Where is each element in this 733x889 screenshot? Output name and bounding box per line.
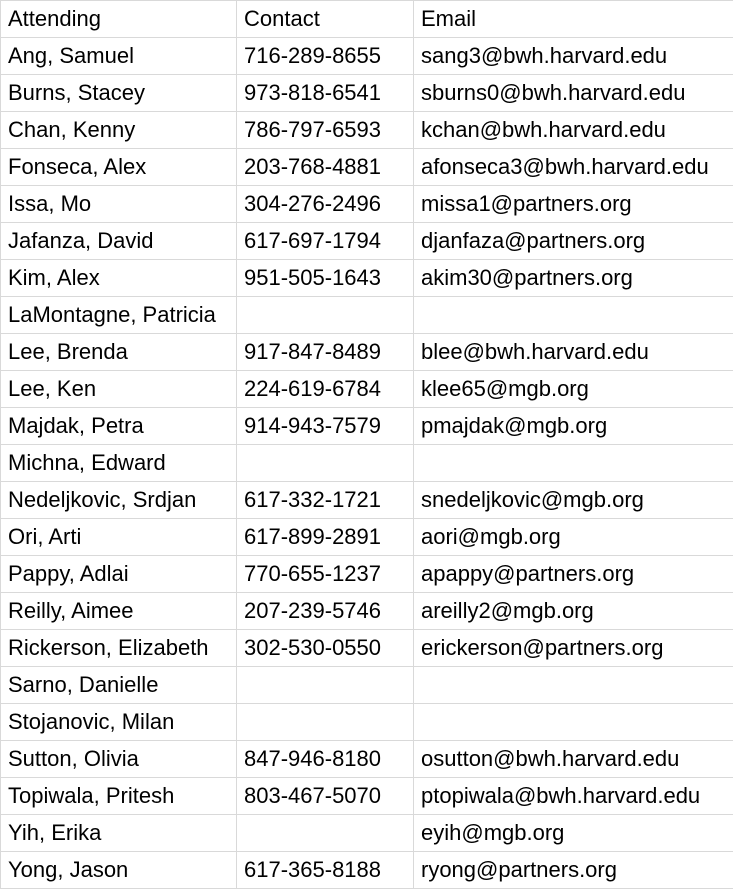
table-row: [1, 149, 733, 186]
contact-phone-cell[interactable]: 617-697-1794: [237, 223, 414, 260]
attending-name-cell[interactable]: Nedeljkovic, Srdjan: [1, 482, 237, 519]
contact-phone-cell[interactable]: 847-946-8180: [237, 741, 414, 778]
contact-phone-cell[interactable]: [237, 667, 414, 704]
attending-name-cell[interactable]: Michna, Edward: [1, 445, 237, 482]
attending-name-cell[interactable]: Rickerson, Elizabeth: [1, 630, 237, 667]
attending-name-cell[interactable]: Sarno, Danielle: [1, 667, 237, 704]
contact-phone-cell[interactable]: 302-530-0550: [237, 630, 414, 667]
contact-phone-cell[interactable]: 917-847-8489: [237, 334, 414, 371]
email-cell[interactable]: erickerson@partners.org: [414, 630, 733, 667]
contact-phone-cell[interactable]: [237, 297, 414, 334]
table-row: [1, 482, 733, 519]
contact-phone-cell[interactable]: 617-899-2891: [237, 519, 414, 556]
table-row: [1, 556, 733, 593]
header-attending[interactable]: Attending: [1, 1, 237, 38]
attending-name-cell[interactable]: LaMontagne, Patricia: [1, 297, 237, 334]
header-contact[interactable]: Contact: [237, 1, 414, 38]
contact-phone-cell[interactable]: 914-943-7579: [237, 408, 414, 445]
table-row: [1, 815, 733, 852]
table-row: [1, 260, 733, 297]
email-cell[interactable]: klee65@mgb.org: [414, 371, 733, 408]
email-cell[interactable]: areilly2@mgb.org: [414, 593, 733, 630]
table-row: [1, 667, 733, 704]
attending-name-cell[interactable]: Chan, Kenny: [1, 112, 237, 149]
email-cell[interactable]: akim30@partners.org: [414, 260, 733, 297]
table-row: [1, 852, 733, 889]
contact-phone-cell[interactable]: 786-797-6593: [237, 112, 414, 149]
attending-name-cell[interactable]: Yong, Jason: [1, 852, 237, 889]
email-cell[interactable]: apappy@partners.org: [414, 556, 733, 593]
email-cell[interactable]: kchan@bwh.harvard.edu: [414, 112, 733, 149]
email-cell[interactable]: [414, 704, 733, 741]
contact-phone-cell[interactable]: 770-655-1237: [237, 556, 414, 593]
email-cell[interactable]: [414, 667, 733, 704]
email-cell[interactable]: [414, 297, 733, 334]
table-row: [1, 334, 733, 371]
table-row: [1, 593, 733, 630]
email-cell[interactable]: sang3@bwh.harvard.edu: [414, 38, 733, 75]
attending-name-cell[interactable]: Sutton, Olivia: [1, 741, 237, 778]
contact-phone-cell[interactable]: 207-239-5746: [237, 593, 414, 630]
attending-name-cell[interactable]: Ori, Arti: [1, 519, 237, 556]
attending-name-cell[interactable]: Lee, Brenda: [1, 334, 237, 371]
header-email[interactable]: Email: [414, 1, 733, 38]
table-body: [1, 38, 733, 889]
attending-name-cell[interactable]: Ang, Samuel: [1, 38, 237, 75]
table-row: [1, 297, 733, 334]
table-row: [1, 75, 733, 112]
attending-name-cell[interactable]: Issa, Mo: [1, 186, 237, 223]
attending-name-cell[interactable]: Kim, Alex: [1, 260, 237, 297]
email-cell[interactable]: sburns0@bwh.harvard.edu: [414, 75, 733, 112]
contact-phone-cell[interactable]: 617-365-8188: [237, 852, 414, 889]
email-cell[interactable]: pmajdak@mgb.org: [414, 408, 733, 445]
table-row: [1, 630, 733, 667]
table-row: [1, 38, 733, 75]
attending-name-cell[interactable]: Stojanovic, Milan: [1, 704, 237, 741]
email-cell[interactable]: afonseca3@bwh.harvard.edu: [414, 149, 733, 186]
email-cell[interactable]: aori@mgb.org: [414, 519, 733, 556]
email-cell[interactable]: blee@bwh.harvard.edu: [414, 334, 733, 371]
contact-phone-cell[interactable]: 716-289-8655: [237, 38, 414, 75]
contact-phone-cell[interactable]: 224-619-6784: [237, 371, 414, 408]
contact-phone-cell[interactable]: 203-768-4881: [237, 149, 414, 186]
contact-phone-cell[interactable]: 617-332-1721: [237, 482, 414, 519]
attending-name-cell[interactable]: Burns, Stacey: [1, 75, 237, 112]
table-row: [1, 778, 733, 815]
table-row: [1, 704, 733, 741]
email-cell[interactable]: osutton@bwh.harvard.edu: [414, 741, 733, 778]
attending-name-cell[interactable]: Majdak, Petra: [1, 408, 237, 445]
email-cell[interactable]: [414, 445, 733, 482]
table-row: [1, 741, 733, 778]
contact-phone-cell[interactable]: 803-467-5070: [237, 778, 414, 815]
email-cell[interactable]: missa1@partners.org: [414, 186, 733, 223]
attending-name-cell[interactable]: Jafanza, David: [1, 223, 237, 260]
email-cell[interactable]: snedeljkovic@mgb.org: [414, 482, 733, 519]
table-row: [1, 519, 733, 556]
attending-name-cell[interactable]: Reilly, Aimee: [1, 593, 237, 630]
email-cell[interactable]: ryong@partners.org: [414, 852, 733, 889]
contact-phone-cell[interactable]: 951-505-1643: [237, 260, 414, 297]
table-row: [1, 112, 733, 149]
table-row: [1, 371, 733, 408]
contact-phone-cell[interactable]: 973-818-6541: [237, 75, 414, 112]
header-row: [1, 1, 733, 38]
attending-name-cell[interactable]: Fonseca, Alex: [1, 149, 237, 186]
email-cell[interactable]: djanfaza@partners.org: [414, 223, 733, 260]
contact-phone-cell[interactable]: [237, 704, 414, 741]
contact-phone-cell[interactable]: [237, 815, 414, 852]
table-row: [1, 186, 733, 223]
email-cell[interactable]: ptopiwala@bwh.harvard.edu: [414, 778, 733, 815]
attending-name-cell[interactable]: Pappy, Adlai: [1, 556, 237, 593]
attending-name-cell[interactable]: Yih, Erika: [1, 815, 237, 852]
contact-phone-cell[interactable]: [237, 445, 414, 482]
table-row: [1, 445, 733, 482]
attending-name-cell[interactable]: Lee, Ken: [1, 371, 237, 408]
email-cell[interactable]: eyih@mgb.org: [414, 815, 733, 852]
table-row: [1, 223, 733, 260]
table-row: [1, 408, 733, 445]
contact-phone-cell[interactable]: 304-276-2496: [237, 186, 414, 223]
attending-name-cell[interactable]: Topiwala, Pritesh: [1, 778, 237, 815]
